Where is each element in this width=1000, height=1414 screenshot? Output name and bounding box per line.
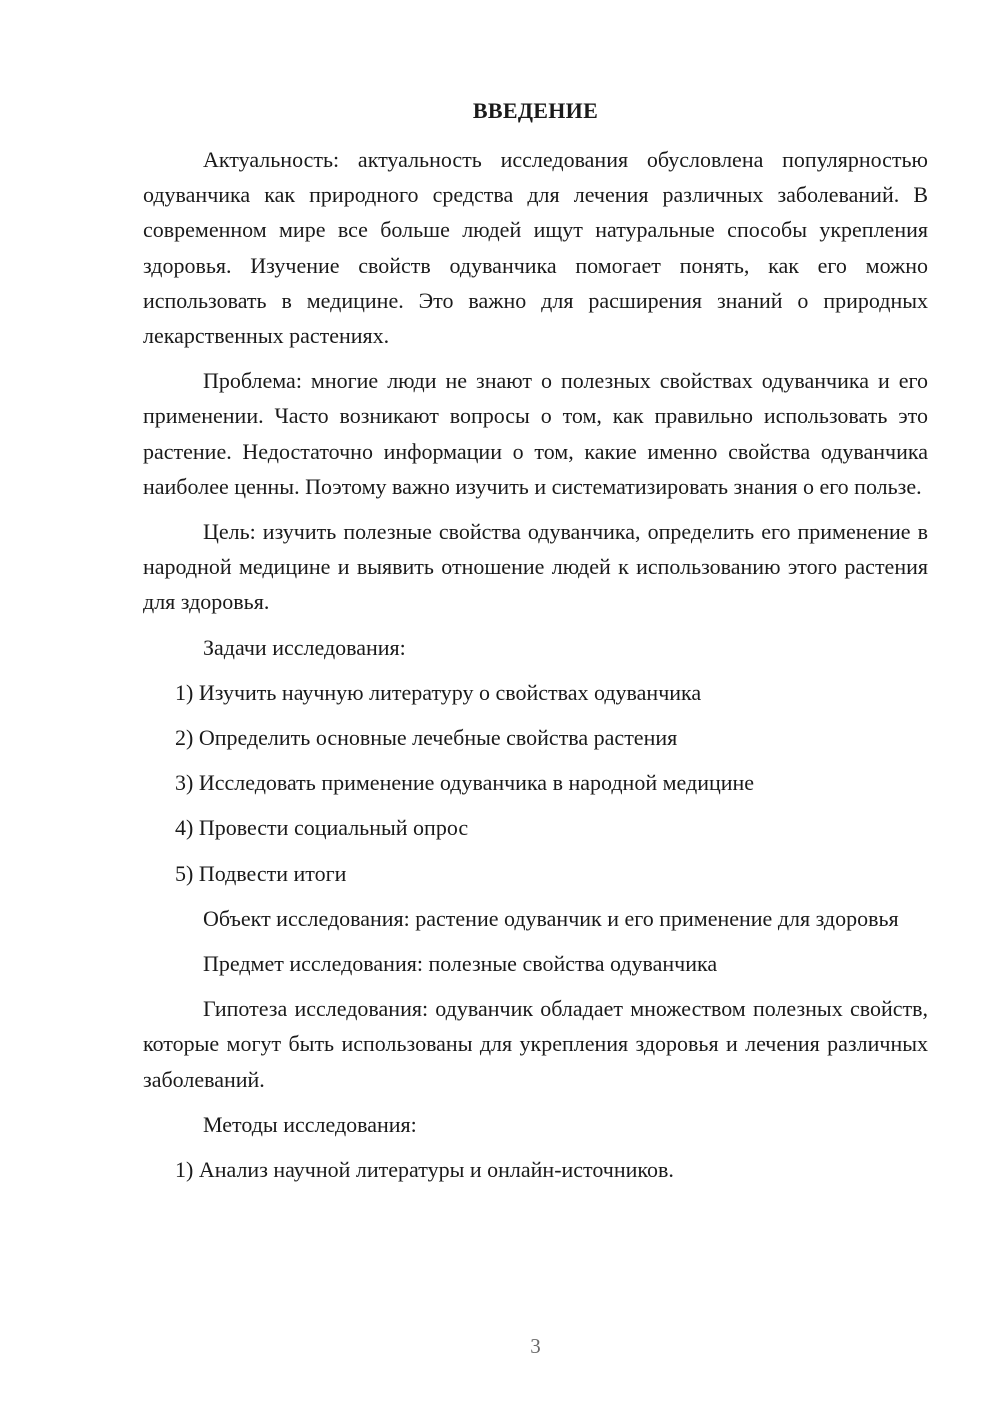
hypothesis-paragraph: Гипотеза исследования: одуванчик обладает множеством полезных свойств, которые могут быть использованы для укрепления здоровья и лечения различных заболеваний. [143,996,928,1092]
task-item-2: 2) Определить основные лечебные свойства растения [175,725,678,751]
goal-paragraph: Цель: изучить полезные свойства одуванчика, определить его применение в народной медицине и выявить отношение людей к использованию этого растения для здоровья. [143,519,928,615]
task-item-1: 1) Изучить научную литературу о свойствах одуванчика [175,679,702,705]
task-item-5: 5) Подвести итоги [175,860,347,886]
methods-heading: Методы исследования: [203,1111,417,1137]
task-item-3: 3) Исследовать применение одуванчика в народной медицине [175,770,755,796]
document-body [143,142,928,1197]
problem-paragraph: Проблема: многие люди не знают о полезных свойствах одуванчика и его применении. Часто возникают вопросы о том, как правильно использовать это растение. Недостаточно информации о том, какие именно свойства одуванчика наиболее ценны. Поэтому важно изучить и систематизировать знания о его пользе. [143,368,928,499]
document-page [143,0,928,1414]
subject-paragraph: Предмет исследования: полезные свойства одуванчика [203,951,718,977]
relevance-paragraph: Актуальность: актуальность исследования обусловлена популярностью одуванчика как природного средства для лечения различных заболеваний. В современном мире все больше людей ищут натуральные способы укрепления здоровья. Изучение свойств одуванчика помогает понять, как его можно использовать в медицине. Это важно для расширения знаний о природных лекарственных растениях. [143,147,928,349]
method-item-1: 1) Анализ научной литературы и онлайн-источников. [175,1157,674,1183]
task-item-4: 4) Провести социальный опрос [175,815,469,841]
section-title: ВВЕДЕНИЕ [472,98,599,123]
page-number: 3 [530,1334,541,1358]
object-paragraph: Объект исследования: растение одуванчик и его применение для здоровья [203,905,899,931]
tasks-heading: Задачи исследования: [203,634,406,660]
